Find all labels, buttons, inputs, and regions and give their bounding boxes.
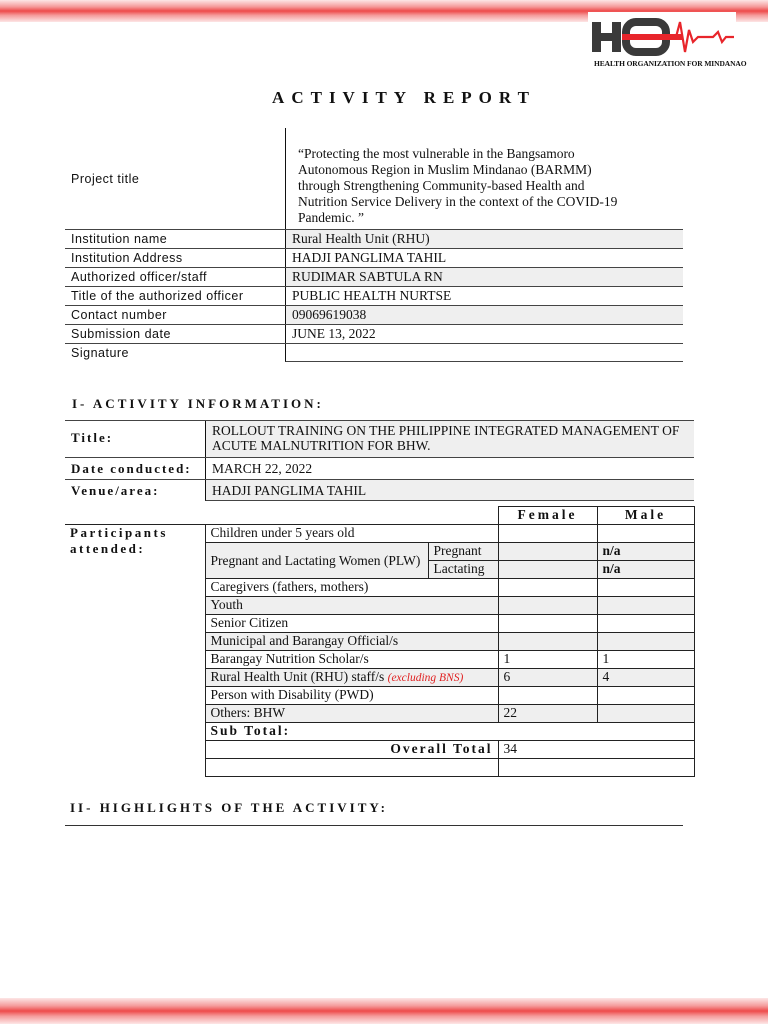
info-label: Submission date [71, 327, 171, 341]
female-count [498, 525, 597, 543]
info-value: Rural Health Unit (RHU) [285, 230, 683, 248]
bottom-decorative-bar [0, 998, 768, 1024]
logo-text: HEALTH ORGANIZATION FOR MINDANAO [594, 59, 747, 68]
category-label: Person with Disability (PWD) [205, 687, 498, 705]
info-row [65, 306, 683, 325]
activity-title-value: ROLLOUT TRAINING ON THE PHILIPPINE INTEGRATED MANAGEMENT OF ACUTE MALNUTRITION FOR BHW. [205, 421, 694, 457]
info-value: 09069619038 [285, 306, 683, 324]
info-row [65, 287, 683, 306]
subtotal-label: Sub Total: [205, 723, 694, 741]
info-row [65, 230, 683, 249]
male-count [597, 525, 694, 543]
overall-total-label: Overall Total [205, 741, 498, 759]
info-row [65, 325, 683, 344]
category-label [205, 669, 498, 687]
lactating-label: Lactating [428, 561, 498, 579]
pregnant-label: Pregnant [428, 543, 498, 561]
organization-logo [588, 12, 747, 70]
male-count: 4 [597, 669, 694, 687]
date-conducted-row [65, 458, 694, 480]
signature-field [285, 344, 683, 362]
venue-label: Venue/area: [71, 483, 160, 498]
category-label: Senior Citizen [205, 615, 498, 633]
project-title-row [65, 128, 683, 230]
project-title-label: Project title [71, 172, 140, 186]
info-row [65, 249, 683, 268]
male-count: 1 [597, 651, 694, 669]
signature-row [65, 344, 683, 362]
project-info-table [65, 128, 683, 362]
category-label: Pregnant and Lactating Women (PLW) [205, 543, 428, 579]
venue-value: HADJI PANGLIMA TAHIL [205, 480, 694, 501]
activity-info-heading: I- ACTIVITY INFORMATION: [72, 396, 324, 411]
male-count [597, 615, 694, 633]
participants-table [65, 506, 695, 777]
info-label: Institution name [71, 232, 168, 246]
project-title-value: “Protecting the most vulnerable in the Bangsamoro Autonomous Region in Muslim Mindanao (BARMM) through Strengthening Community-based Health and Nutrition Service Delivery in the context of the COVID-19 Pandemic. ” [285, 128, 683, 229]
category-label: Caregivers (fathers, mothers) [205, 579, 498, 597]
info-value: JUNE 13, 2022 [285, 325, 683, 343]
female-count [498, 579, 597, 597]
male-count [597, 705, 694, 723]
activity-info-table [65, 420, 694, 501]
participants-label: Participants attended: [65, 525, 205, 777]
category-label: Others: BHW [205, 705, 498, 723]
info-label: Institution Address [71, 251, 183, 265]
highlights-heading: II- HIGHLIGHTS OF THE ACTIVITY: [70, 800, 388, 815]
male-count [597, 579, 694, 597]
male-count [597, 597, 694, 615]
female-count [498, 561, 597, 579]
female-count [498, 687, 597, 705]
male-count [597, 687, 694, 705]
category-label: Barangay Nutrition Scholar/s [205, 651, 498, 669]
highlights-divider [65, 825, 683, 826]
empty-cell [498, 759, 694, 777]
female-count: 22 [498, 705, 597, 723]
date-conducted-label: Date conducted: [71, 461, 192, 476]
activity-title-label: Title: [71, 430, 114, 445]
female-count: 1 [498, 651, 597, 669]
info-row [65, 268, 683, 287]
date-conducted-value: MARCH 22, 2022 [205, 458, 694, 479]
male-header: Male [597, 507, 694, 525]
male-count [597, 633, 694, 651]
venue-row [65, 480, 694, 501]
info-value: HADJI PANGLIMA TAHIL [285, 249, 683, 267]
female-count [498, 615, 597, 633]
info-label: Title of the authorized officer [71, 289, 244, 303]
activity-title-row [65, 420, 694, 458]
overall-total-value: 34 [498, 741, 694, 759]
rhu-note: (excluding BNS) [387, 672, 464, 684]
female-count [498, 597, 597, 615]
female-count [498, 633, 597, 651]
male-count: n/a [597, 543, 694, 561]
info-label: Signature [71, 346, 130, 360]
info-label: Contact number [71, 308, 167, 322]
female-count [498, 543, 597, 561]
category-label: Municipal and Barangay Official/s [205, 633, 498, 651]
female-header: Female [498, 507, 597, 525]
male-count: n/a [597, 561, 694, 579]
rhu-label: Rural Health Unit (RHU) staff/s [210, 669, 385, 684]
info-label: Authorized officer/staff [71, 270, 207, 284]
empty-cell [205, 759, 498, 777]
document-title: ACTIVITY REPORT [272, 88, 536, 107]
info-value: RUDIMAR SABTULA RN [285, 268, 683, 286]
category-label: Children under 5 years old [205, 525, 498, 543]
female-count: 6 [498, 669, 597, 687]
category-label: Youth [205, 597, 498, 615]
info-value: PUBLIC HEALTH NURTSE [285, 287, 683, 305]
